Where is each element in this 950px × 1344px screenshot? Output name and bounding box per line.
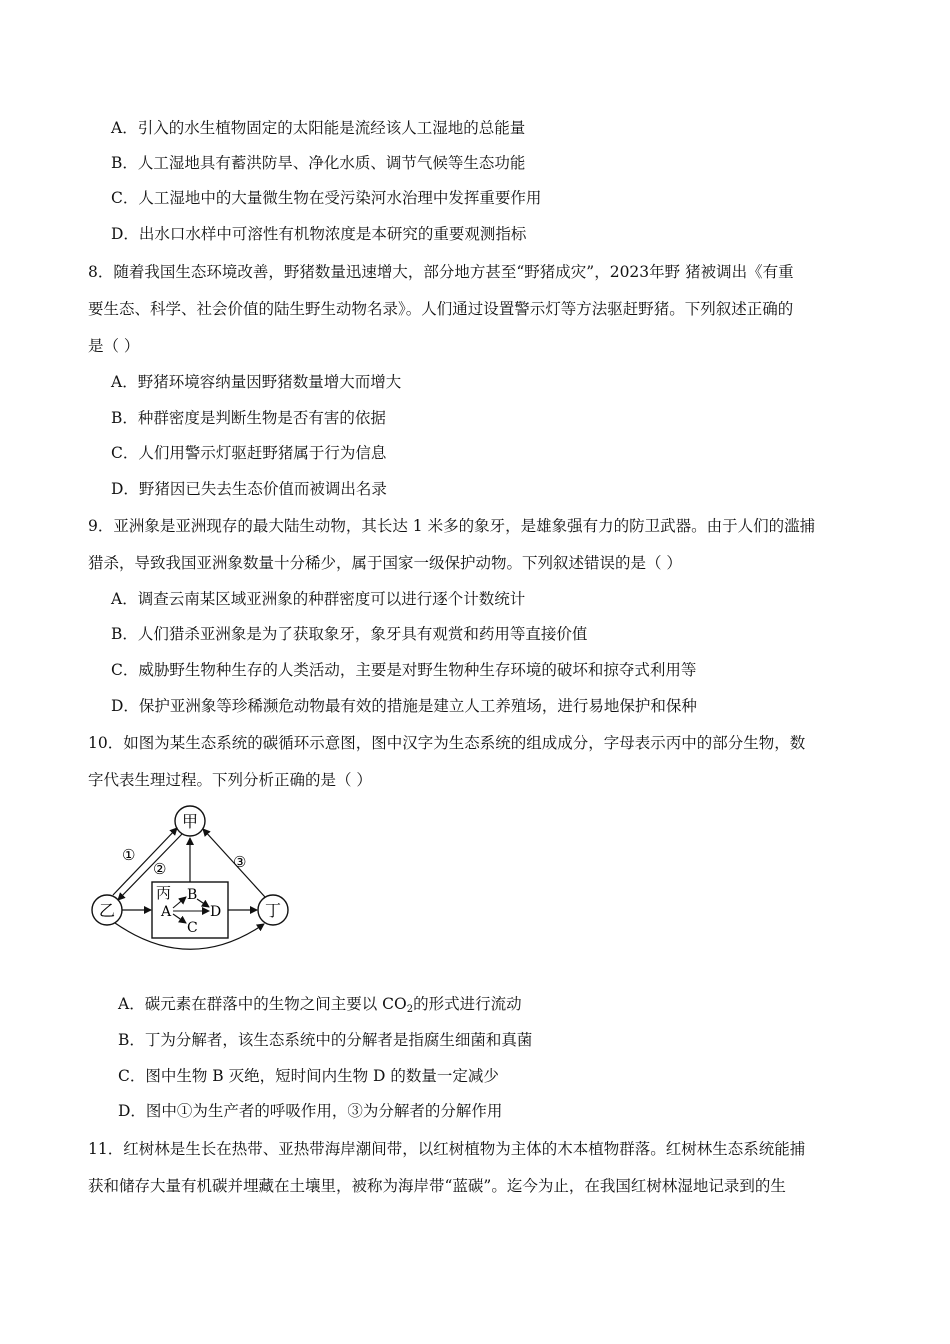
process-3-label: ③ <box>233 853 247 871</box>
q7-option-d: D．出水口水样中可溶性有机物浓度是本研究的重要观测指标 <box>111 225 527 243</box>
q9-option-d: D．保护亚洲象等珍稀濒危动物最有效的措施是建立人工养殖场，进行易地保护和保种 <box>111 697 697 715</box>
q7-option-b: B．人工湿地具有蓄洪防旱、净化水质、调节气候等生态功能 <box>111 154 526 172</box>
q10-option-b: B．丁为分解者，该生态系统中的分解者是指腐生细菌和真菌 <box>118 1031 533 1049</box>
carbon-cycle-diagram <box>80 800 300 960</box>
organism-b: B <box>187 887 198 903</box>
q10-option-a-text: A．碳元素在群落中的生物之间主要以 CO <box>118 995 407 1013</box>
q9-option-b: B．人们猎杀亚洲象是为了获取象牙，象牙具有观赏和药用等直接价值 <box>111 625 588 643</box>
q9-option-c: C．威胁野生物种生存的人类活动，主要是对野生物种生存环境的破坏和掠夺式利用等 <box>111 661 697 679</box>
q9-option-a: A．调查云南某区域亚洲象的种群密度可以进行逐个计数统计 <box>111 590 526 608</box>
node-jia-label: 甲 <box>181 812 199 831</box>
node-yi-label: 乙 <box>98 901 116 920</box>
q8-stem-line-2: 要生态、科学、社会价值的陆生野生动物名录》。人们通过设置警示灯等方法驱赶野猪。下列叙述正确的 <box>88 300 794 318</box>
node-bing-label: 丙 <box>156 884 172 902</box>
process-1-label: ① <box>122 846 136 864</box>
organism-d: D <box>210 904 222 920</box>
q10-option-a <box>118 994 522 1020</box>
q10-stem-line-2: 字代表生理过程。下列分析正确的是（ ） <box>88 771 372 789</box>
q8-option-c: C．人们用警示灯驱赶野猪属于行为信息 <box>111 444 387 462</box>
process-2-label: ② <box>153 860 167 878</box>
q9-stem-line-1: 9．亚洲象是亚洲现存的最大陆生动物，其长达 1 米多的象牙，是雄象强有力的防卫武器。由于人们的滥捕 <box>88 517 816 535</box>
q8-stem-line-3: 是（ ） <box>88 337 140 355</box>
q7-option-a: A．引入的水生植物固定的太阳能是流经该人工湿地的总能量 <box>111 119 526 137</box>
q8-option-b: B．种群密度是判断生物是否有害的依据 <box>111 409 386 427</box>
q11-stem-line-1: 11．红树林是生长在热带、亚热带海岸潮间带，以红树植物为主体的木本植物群落。红树林生态系统能捕 <box>88 1140 806 1158</box>
q10-stem-line-1: 10．如图为某生态系统的碳循环示意图，图中汉字为生态系统的组成成分，字母表示丙中的部分生物，数 <box>88 734 806 752</box>
organism-a: A <box>161 904 172 920</box>
q11-stem-line-2: 获和储存大量有机碳并埋藏在土壤里，被称为海岸带“蓝碳”。迄今为止，在我国红树林湿地记录到的生 <box>88 1177 786 1195</box>
q10-option-d: D．图中①为生产者的呼吸作用，③为分解者的分解作用 <box>118 1102 503 1120</box>
q10-option-a-subscript: 2 <box>406 1004 414 1015</box>
q7-option-c: C．人工湿地中的大量微生物在受污染河水治理中发挥重要作用 <box>111 189 542 207</box>
q10-option-c: C．图中生物 B 灭绝，短时间内生物 D 的数量一定减少 <box>118 1067 499 1085</box>
q8-option-d: D．野猪因已失去生态价值而被调出名录 <box>111 480 387 498</box>
organism-c: C <box>187 920 198 936</box>
q9-stem-line-2: 猎杀，导致我国亚洲象数量十分稀少，属于国家一级保护动物。下列叙述错误的是（ ） <box>88 554 682 572</box>
q8-stem-line-1: 8．随着我国生态环境改善，野猪数量迅速增大，部分地方甚至“野猪成灾”，2023年野 猪被调出《有重 <box>88 263 794 281</box>
q8-option-a: A．野猪环境容纳量因野猪数量增大而增大 <box>111 373 402 391</box>
node-ding-label: 丁 <box>264 901 282 920</box>
q10-option-a-text-end: 的形式进行流动 <box>413 995 522 1013</box>
